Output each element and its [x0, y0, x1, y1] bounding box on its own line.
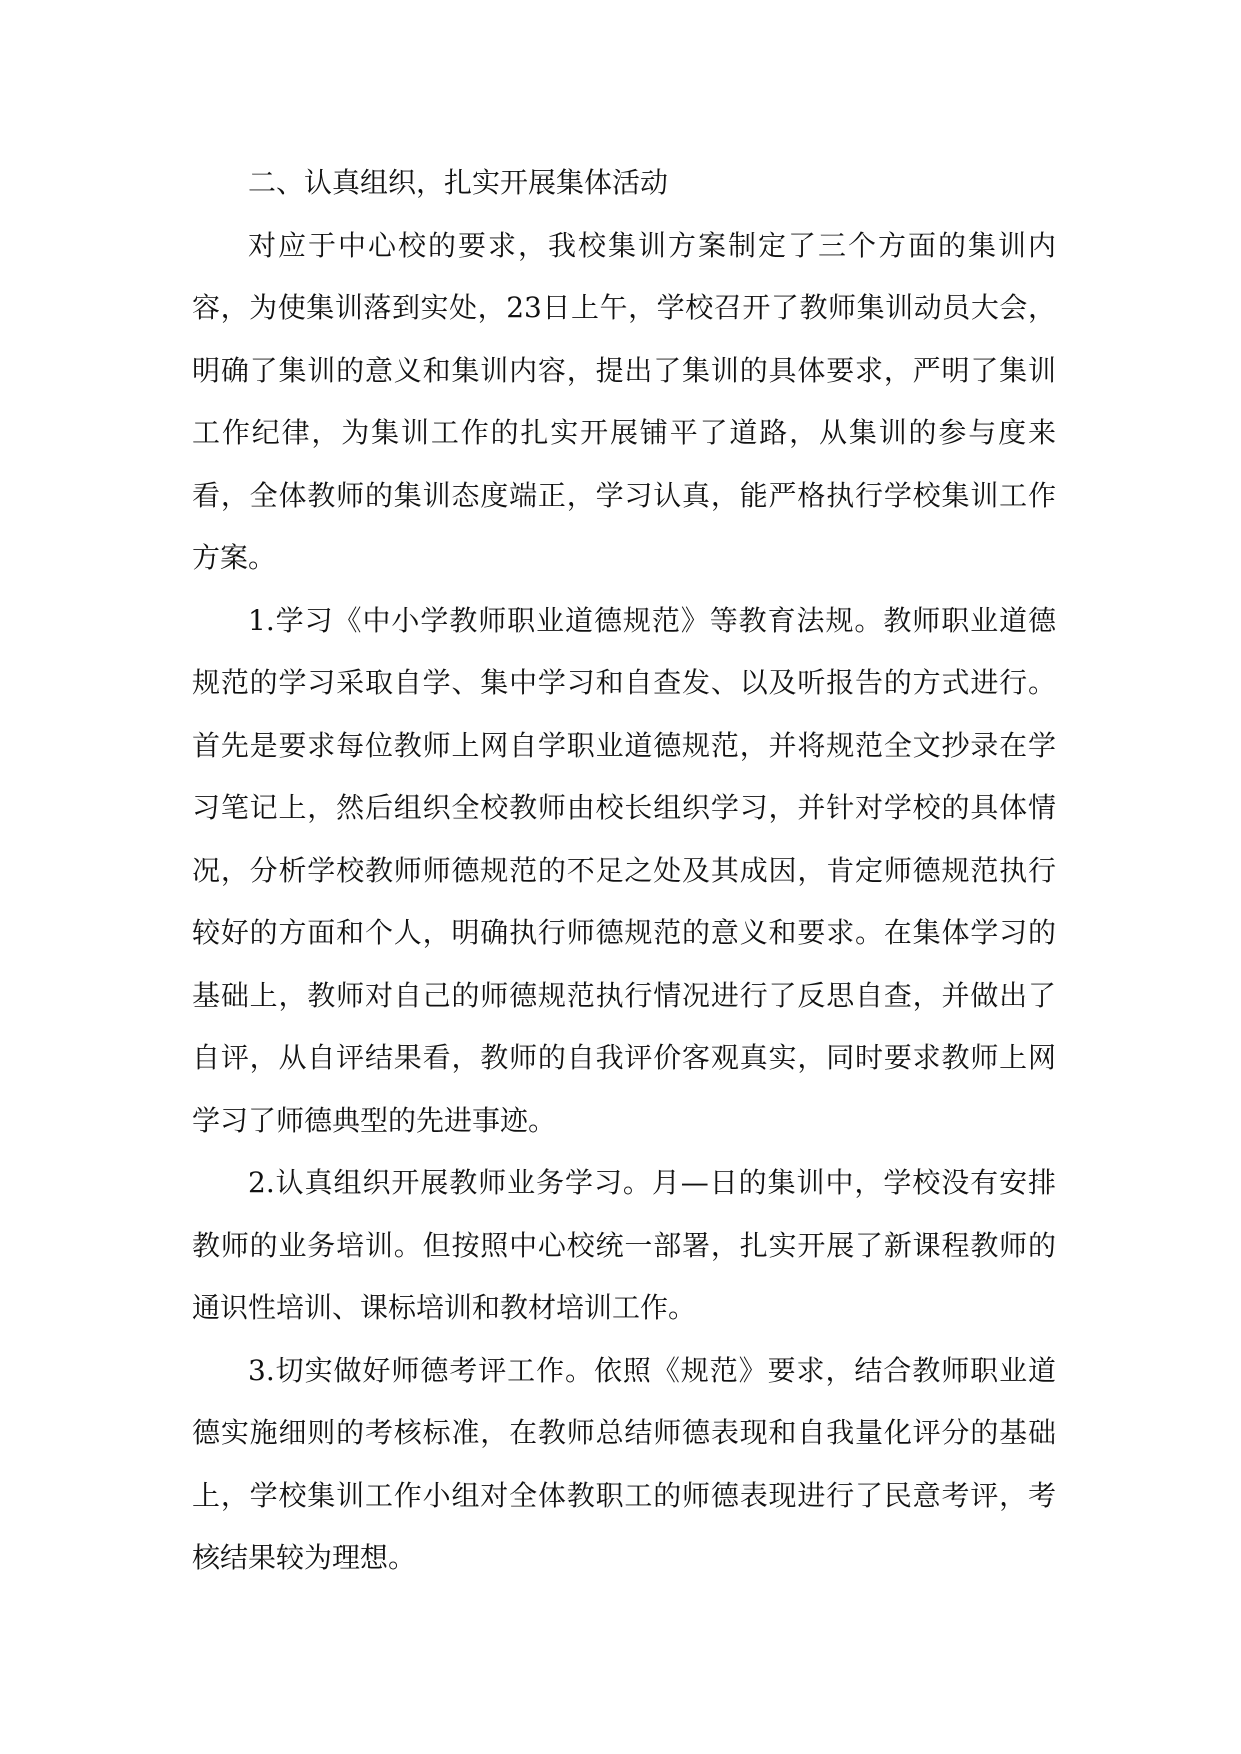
- paragraph-item-3: 3.切实做好师德考评工作。依照《规范》要求，结合教师职业道德实施细则的考核标准，在教师总结师德表现和自我量化评分的基础上，学校集训工作小组对全体教职工的师德表现进行了民意考评，考核结果较为理想。: [192, 1353, 1056, 1574]
- paragraph-item-1: 1.学习《中小学教师职业道德规范》等教育法规。教师职业道德规范的学习采取自学、集中学习和自查发、以及听报告的方式进行。首先是要求每位教师上网自学职业道德规范，并将规范全文抄录在学习笔记上，然后组织全校教师由校长组织学习，并针对学校的具体情况，分析学校教师师德规范的不足之处及其成因，肯定师德规范执行较好的方面和个人，明确执行师德规范的意义和要求。在集体学习的基础上，教师对自己的师德规范执行情况进行了反思自查，并做出了自评，从自评结果看，教师的自我评价客观真实，同时要求教师上网学习了师德典型的先进事迹。: [192, 603, 1056, 1137]
- paragraph-intro: 对应于中心校的要求，我校集训方案制定了三个方面的集训内容，为使集训落到实处，23日上午，学校召开了教师集训动员大会，明确了集训的意义和集训内容，提出了集训的具体要求，严明了集训工作纪律，为集训工作的扎实开展铺平了道路，从集训的参与度来看，全体教师的集训态度端正，学习认真，能严格执行学校集训工作方案。: [192, 228, 1056, 574]
- paragraph-item-2: 2.认真组织开展教师业务学习。月—日的集训中，学校没有安排教师的业务培训。但按照中心校统一部署，扎实开展了新课程教师的通识性培训、课标培训和教材培训工作。: [192, 1166, 1056, 1324]
- document-body: [192, 152, 1056, 1590]
- section-heading: 二、认真组织，扎实开展集体活动: [248, 166, 669, 199]
